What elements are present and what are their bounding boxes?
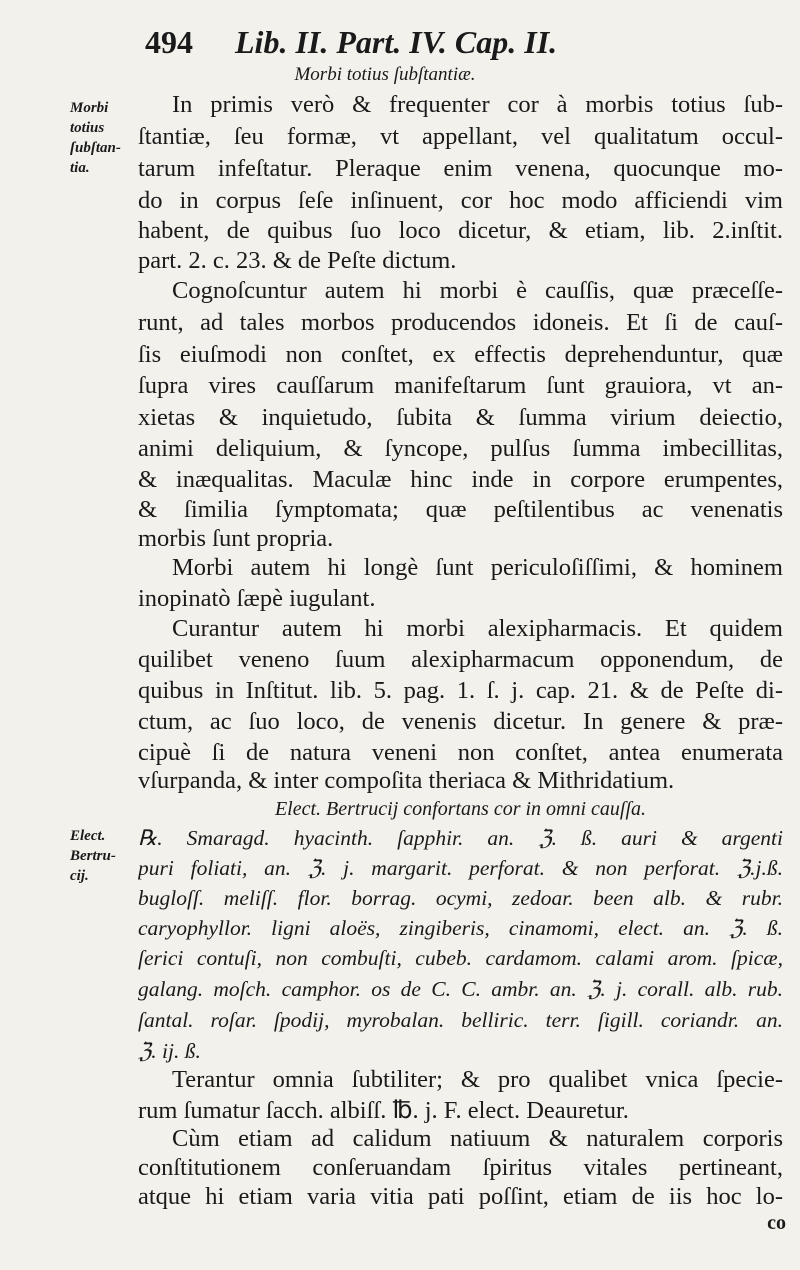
page-number: 494 <box>145 24 193 60</box>
recipe-line: bugloſſ. meliſſ. flor. borrag. ocymi, zedoar. been alb. & rubr. <box>138 886 783 910</box>
margin-note-elect: Elect. Bertru- cij. <box>70 828 116 884</box>
recipe-line: ſerici contuſi, non combuſti, cubeb. cardamom. calami arom. ſpicæ, <box>138 946 783 970</box>
text-line: Cùm etiam ad calidum natiuum & naturalem corporis <box>172 1125 783 1152</box>
text-line: Terantur omnia ſubtiliter; & pro qualibet vnica ſpecie- <box>172 1066 783 1093</box>
section-title: Morbi totius ſubſtantiæ. <box>294 64 476 85</box>
text-line: runt, ad tales morbos producendos idoneis. Et ſi de cauſ- <box>138 309 783 336</box>
running-head <box>145 22 665 62</box>
text-line: inopinatò ſæpè iugulant. <box>138 585 376 612</box>
text-line: quilibet veneno ſuum alexipharmacum opponendum, de <box>138 646 783 673</box>
recipe-line: ſantal. roſar. ſpodij, myrobalan. belliric. terr. ſigill. coriandr. an. <box>138 1008 783 1032</box>
recipe-line: ℨ. ij. ß. <box>138 1039 201 1063</box>
text-line: Curantur autem hi morbi alexipharmacis. Et quidem <box>172 615 783 642</box>
text-line: vſurpanda, & inter compoſita theriaca & Mithridatium. <box>138 767 675 794</box>
text-line: rum ſumatur ſacch. albiſſ. ℔. j. F. elect. Deauretur. <box>138 1097 629 1124</box>
text-line: & ſimilia ſymptomata; quæ peſtilentibus ac venenatis <box>138 496 783 523</box>
text-line: In primis verò & frequenter cor à morbis totius ſub- <box>172 91 783 118</box>
text-line: ſtantiæ, ſeu formæ, vt appellant, vel qualitatum occul- <box>138 123 783 150</box>
text-line: tarum infeſtatur. Pleraque enim venena, quocunque mo- <box>138 155 783 182</box>
recipe-line: ℞. Smaragd. hyacinth. ſapphir. an. ℨ. ß. auri & argenti <box>138 826 783 850</box>
text-line: habent, de quibus ſuo loco dicetur, & etiam, lib. 2.inſtit. <box>138 217 783 244</box>
text-line: & inæqualitas. Maculæ hinc inde in corpore erumpentes, <box>138 466 783 493</box>
recipe-line: caryophyllor. ligni aloës, zingiberis, cinamomi, elect. an. ℨ. ß. <box>138 916 783 940</box>
text-line: morbis ſunt propria. <box>138 525 334 552</box>
margin-note-morbi: Morbi totius ſubſtan- tia. <box>70 100 121 176</box>
text-line: ctum, ac ſuo loco, de venenis dicetur. In genere & præ- <box>138 708 783 735</box>
text-line: quibus in Inſtitut. lib. 5. pag. 1. ſ. j. cap. 21. & de Peſte di- <box>138 677 783 704</box>
text-line: Cognoſcuntur autem hi morbi è cauſſis, quæ præceſſe- <box>172 277 783 304</box>
running-title: Lib. II. Part. IV. Cap. II. <box>235 24 558 60</box>
text-line: part. 2. c. 23. & de Peſte dictum. <box>138 247 457 274</box>
text-line: do in corpus ſeſe inſinuent, cor hoc modo afficiendi vim <box>138 187 783 214</box>
recipe-heading: Elect. Bertrucij confortans cor in omni cauſſa. <box>274 798 647 820</box>
recipe-line: galang. moſch. camphor. os de C. C. ambr. an. ℨ. j. corall. alb. rub. <box>138 977 783 1001</box>
text-line: atque hi etiam varia vitia pati poſſint, etiam de iis hoc lo- <box>138 1183 783 1210</box>
recipe-line: puri foliati, an. ℨ. j. margarit. perforat. & non perforat. ℨ.j.ß. <box>138 856 783 880</box>
text-line: Morbi autem hi longè ſunt periculoſiſſimi, & hominem <box>172 554 783 581</box>
catchword: co <box>767 1212 786 1234</box>
text-line: animi deliquium, & ſyncope, pulſus ſumma imbecillitas, <box>138 435 783 462</box>
text-line: cipuè ſi de natura veneni non conſtet, antea enumerata <box>138 739 783 766</box>
text-line: ſupra vires cauſſarum manifeſtarum ſunt grauiora, vt an- <box>138 372 783 399</box>
text-line: ſis eiuſmodi non conſtet, ex effectis deprehenduntur, quæ <box>138 341 783 368</box>
text-line: conſtitutionem conſeruandam ſpiritus vitales pertineant, <box>138 1154 783 1181</box>
text-line: xietas & inquietudo, ſubita & ſumma virium deiectio, <box>138 404 783 431</box>
